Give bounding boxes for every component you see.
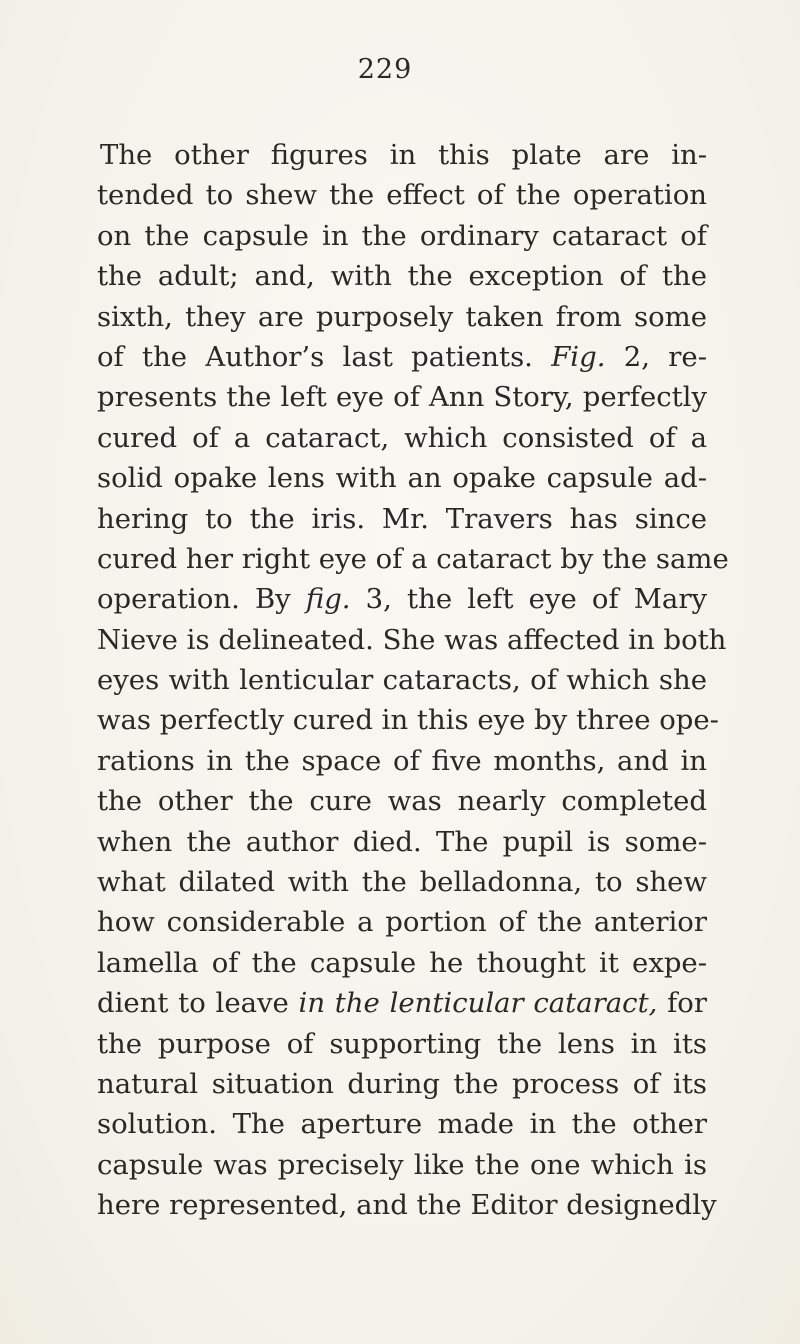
text-line: on the capsule in the ordinary cataract of [97,219,707,252]
text-line: The other figures in this plate are in- [100,139,707,171]
text-line: lamella of the capsule he thought it expe- [97,946,707,979]
text-line: tended to shew the effect of the operation [97,179,707,212]
text-line: solid opake lens with an opake capsule ad- [97,462,707,495]
text-line: the purpose of supporting the lens in its [97,1027,707,1060]
text-segment: for [657,987,707,1020]
text-line: how considerable a portion of the anterior [97,906,707,939]
body-paragraph [97,135,729,1226]
text-line [97,337,707,377]
text-line: cured her right eye of a cataract by the same [97,542,729,575]
text-line: Nieve is delineated. She was affected in both [97,623,727,656]
text-line: sixth, they are purposely taken from some [97,300,707,333]
italic-reference: fig. [305,583,351,616]
text-line: capsule was precisely like the one which is [97,1148,707,1181]
text-line [97,579,707,619]
text-line [97,983,707,1023]
text-segment: dient to leave [97,987,299,1020]
text-segment: 3, the left eye of Mary [350,583,708,616]
text-line: what dilated with the belladonna, to shew [97,866,707,899]
italic-phrase: in the lenticular cataract, [298,987,658,1020]
text-line: natural situation during the process of its [97,1067,707,1100]
text-line: eyes with lenticular cataracts, of which she [97,664,707,697]
italic-reference: Fig. [551,340,606,373]
text-line: presents the left eye of Ann Story, perfectly [97,381,707,414]
text-segment: operation. By [97,583,306,616]
text-line: was perfectly cured in this eye by three ope- [97,704,719,737]
text-line: when the author died. The pupil is some- [97,825,707,858]
text-line: the adult; and, with the exception of the [97,260,707,293]
text-line: the other the cure was nearly completed [97,785,707,818]
page-number: 229 [357,54,413,85]
text-line: cured of a cataract, which consisted of a [97,421,707,454]
text-line: here represented, and the Editor designedly [97,1189,717,1222]
text-line: solution. The aperture made in the other [97,1108,707,1141]
text-line: rations in the space of five months, and in [97,744,707,777]
text-line: hering to the iris. Mr. Travers has since [97,502,707,535]
text-segment: 2, re- [605,340,707,373]
text-segment: of the Author’s last patients. [97,340,552,373]
